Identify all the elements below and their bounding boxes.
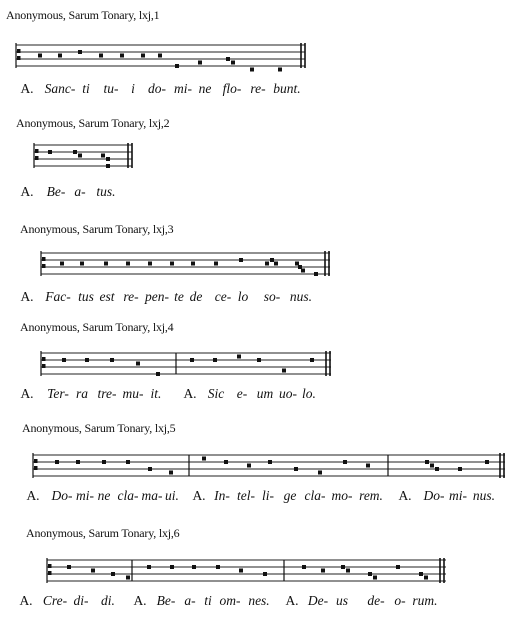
lyric-syllable: li- bbox=[262, 488, 274, 503]
lyric-syllable: mi- bbox=[174, 81, 192, 96]
lyric-syllable: lo. bbox=[302, 386, 316, 401]
neume-note bbox=[302, 565, 306, 569]
neume-note bbox=[141, 54, 145, 58]
neume-note bbox=[102, 460, 106, 464]
lyric-syllable: lo bbox=[237, 289, 249, 304]
lyric-syllable: flo- bbox=[222, 81, 242, 96]
lyric-syllable: Ter- bbox=[47, 386, 69, 401]
lyric-syllable: nes. bbox=[248, 593, 270, 608]
neume-note bbox=[111, 572, 115, 576]
lyric-syllable: te bbox=[174, 289, 184, 304]
neume-note bbox=[170, 262, 174, 266]
lyric-syllable: A. bbox=[26, 488, 40, 503]
lyric-syllable: In- bbox=[214, 488, 230, 503]
lyric-syllable: A. bbox=[19, 593, 33, 608]
neume-note bbox=[62, 358, 66, 362]
c-clef-icon bbox=[17, 56, 21, 60]
lyric-syllable: tu- bbox=[103, 81, 119, 96]
neume-note bbox=[294, 467, 298, 471]
lyric-syllable: ne bbox=[97, 488, 111, 503]
neume-note bbox=[85, 358, 89, 362]
c-clef-icon bbox=[34, 466, 38, 470]
lyric-syllable: A. bbox=[183, 386, 197, 401]
lyric-syllable: uo- bbox=[279, 386, 297, 401]
neume-note bbox=[60, 262, 64, 266]
lyric-syllable: ne bbox=[198, 81, 212, 96]
lyric-syllable: mi- bbox=[449, 488, 467, 503]
lyric-syllable: A. bbox=[20, 289, 34, 304]
lyric-syllable: ti bbox=[204, 593, 212, 608]
neume-note bbox=[156, 372, 160, 376]
neume-note bbox=[198, 61, 202, 65]
neume-note bbox=[55, 460, 59, 464]
neume-note bbox=[58, 54, 62, 58]
neume-note bbox=[485, 460, 489, 464]
neume-note bbox=[126, 460, 130, 464]
lyric-syllable: pen- bbox=[145, 289, 169, 304]
lyric-syllable: rem. bbox=[359, 488, 383, 503]
neume-note bbox=[192, 565, 196, 569]
lyric-syllable: nus. bbox=[289, 289, 313, 304]
neume-note bbox=[226, 57, 230, 61]
neume-note bbox=[346, 569, 350, 573]
neume-note bbox=[48, 150, 52, 154]
neume-note bbox=[202, 457, 206, 461]
neume-note bbox=[106, 164, 110, 168]
lyric-syllable: Sanc- bbox=[44, 81, 76, 96]
neume-note bbox=[373, 576, 377, 580]
lyric-syllable: e- bbox=[236, 386, 248, 401]
lyric-syllable: cla- bbox=[117, 488, 139, 503]
neume-note bbox=[314, 272, 318, 276]
c-clef-icon bbox=[35, 156, 39, 160]
neume-note bbox=[126, 576, 130, 580]
neume-note bbox=[263, 572, 267, 576]
neume-note bbox=[214, 262, 218, 266]
neume-note bbox=[310, 358, 314, 362]
lyric-syllable: mu- bbox=[122, 386, 144, 401]
neume-note bbox=[419, 572, 423, 576]
neume-note bbox=[396, 565, 400, 569]
lyric-syllable: bunt. bbox=[273, 81, 301, 96]
neume-note bbox=[298, 265, 302, 269]
lyric-syllable: re- bbox=[250, 81, 266, 96]
c-clef-icon bbox=[42, 357, 46, 361]
example-heading: Anonymous, Sarum Tonary, lxj,5 bbox=[22, 421, 176, 435]
lyric-syllable: ui. bbox=[165, 488, 179, 503]
neume-note bbox=[424, 576, 428, 580]
lyric-syllable: a- bbox=[184, 593, 196, 608]
lyric-syllable: Be- bbox=[46, 184, 66, 199]
neume-note bbox=[99, 54, 103, 58]
neume-note bbox=[91, 569, 95, 573]
neume-note bbox=[250, 68, 254, 72]
neume-note bbox=[73, 150, 77, 154]
neume-note bbox=[170, 565, 174, 569]
neume-note bbox=[78, 50, 82, 54]
neume-note bbox=[274, 262, 278, 266]
lyric-syllable: Cre- bbox=[42, 593, 68, 608]
lyric-syllable: a- bbox=[74, 184, 86, 199]
neume-note bbox=[136, 362, 140, 366]
lyric-syllable: ge bbox=[283, 488, 297, 503]
neume-note bbox=[147, 565, 151, 569]
c-clef-icon bbox=[35, 149, 39, 153]
neume-note bbox=[169, 471, 173, 475]
neume-note bbox=[282, 369, 286, 373]
neume-note bbox=[435, 467, 439, 471]
neume-note bbox=[224, 460, 228, 464]
neume-note bbox=[265, 262, 269, 266]
c-clef-icon bbox=[42, 264, 46, 268]
neume-note bbox=[38, 54, 42, 58]
neume-note bbox=[126, 262, 130, 266]
lyric-syllable: rum. bbox=[412, 593, 438, 608]
example-heading: Anonymous, Sarum Tonary, lxj,6 bbox=[26, 526, 180, 540]
neume-note bbox=[231, 61, 235, 65]
c-clef-icon bbox=[48, 564, 52, 568]
lyric-syllable: om- bbox=[219, 593, 241, 608]
c-clef-icon bbox=[42, 257, 46, 261]
neume-note bbox=[341, 565, 345, 569]
lyric-syllable: us bbox=[335, 593, 349, 608]
neume-note bbox=[101, 154, 105, 158]
lyric-syllable: Be- bbox=[156, 593, 176, 608]
lyric-syllable: A. bbox=[398, 488, 412, 503]
lyric-syllable: Fac- bbox=[45, 289, 71, 304]
neume-note bbox=[191, 262, 195, 266]
lyric-syllable: o- bbox=[394, 593, 406, 608]
lyric-syllable: tre- bbox=[97, 386, 117, 401]
lyric-syllable: Do- bbox=[51, 488, 73, 503]
neume-note bbox=[321, 569, 325, 573]
neume-note bbox=[120, 54, 124, 58]
lyric-syllable: i bbox=[131, 81, 135, 96]
neume-note bbox=[106, 157, 110, 161]
neume-note bbox=[80, 262, 84, 266]
lyric-syllable: A. bbox=[192, 488, 206, 503]
lyric-syllable: mo- bbox=[331, 488, 353, 503]
neume-note bbox=[213, 358, 217, 362]
lyric-syllable: de bbox=[189, 289, 203, 304]
neume-note bbox=[368, 572, 372, 576]
lyric-syllable: ce- bbox=[214, 289, 232, 304]
example-heading: Anonymous, Sarum Tonary, lxj,4 bbox=[20, 320, 174, 334]
lyric-syllable: cla- bbox=[304, 488, 326, 503]
lyric-syllable: A. bbox=[20, 386, 34, 401]
neume-note bbox=[67, 565, 71, 569]
lyric-syllable: A. bbox=[20, 184, 34, 199]
lyric-syllable: nus. bbox=[472, 488, 496, 503]
lyric-syllable: ra bbox=[75, 386, 89, 401]
lyric-syllable: do- bbox=[148, 81, 166, 96]
neume-note bbox=[425, 460, 429, 464]
neume-note bbox=[257, 358, 261, 362]
neume-note bbox=[216, 565, 220, 569]
c-clef-icon bbox=[42, 364, 46, 368]
neume-note bbox=[148, 467, 152, 471]
neume-note bbox=[430, 464, 434, 468]
lyric-syllable: tus. bbox=[96, 184, 116, 199]
lyric-syllable: tus bbox=[78, 289, 94, 304]
neume-note bbox=[268, 460, 272, 464]
lyric-syllable: Do- bbox=[423, 488, 445, 503]
neume-note bbox=[78, 154, 82, 158]
neume-note bbox=[247, 464, 251, 468]
lyric-syllable: re- bbox=[123, 289, 139, 304]
neume-note bbox=[270, 258, 274, 262]
neume-note bbox=[76, 460, 80, 464]
neume-note bbox=[110, 358, 114, 362]
c-clef-icon bbox=[17, 49, 21, 53]
example-heading: Anonymous, Sarum Tonary, lxj,2 bbox=[16, 116, 170, 130]
lyric-syllable: A. bbox=[285, 593, 299, 608]
neume-note bbox=[301, 269, 305, 273]
example-heading: Anonymous, Sarum Tonary, lxj,3 bbox=[20, 222, 174, 236]
lyric-syllable: ma- bbox=[141, 488, 163, 503]
lyric-syllable: so- bbox=[263, 289, 281, 304]
neume-note bbox=[295, 262, 299, 266]
c-clef-icon bbox=[48, 571, 52, 575]
lyric-syllable: A. bbox=[133, 593, 147, 608]
lyric-syllable: di- bbox=[73, 593, 89, 608]
lyric-syllable: ti bbox=[82, 81, 90, 96]
lyric-syllable: um bbox=[256, 386, 274, 401]
neume-note bbox=[343, 460, 347, 464]
example-heading: Anonymous, Sarum Tonary, lxj,1 bbox=[6, 8, 160, 22]
neume-note bbox=[237, 355, 241, 359]
neume-note bbox=[104, 262, 108, 266]
neume-note bbox=[366, 464, 370, 468]
lyric-syllable: Sic bbox=[207, 386, 225, 401]
neume-note bbox=[148, 262, 152, 266]
neume-note bbox=[190, 358, 194, 362]
neume-note bbox=[239, 258, 243, 262]
lyric-syllable: de- bbox=[367, 593, 385, 608]
lyric-syllable: mi- bbox=[76, 488, 94, 503]
lyric-syllable: it. bbox=[150, 386, 162, 401]
neume-note bbox=[175, 64, 179, 68]
neume-note bbox=[239, 569, 243, 573]
c-clef-icon bbox=[34, 459, 38, 463]
neume-note bbox=[318, 471, 322, 475]
neume-note bbox=[458, 467, 462, 471]
lyric-syllable: De- bbox=[307, 593, 329, 608]
neume-note bbox=[158, 54, 162, 58]
lyric-syllable: di. bbox=[101, 593, 115, 608]
lyric-syllable: tel- bbox=[237, 488, 255, 503]
lyric-syllable: est bbox=[99, 289, 115, 304]
neume-note bbox=[278, 68, 282, 72]
lyric-syllable: A. bbox=[20, 81, 34, 96]
